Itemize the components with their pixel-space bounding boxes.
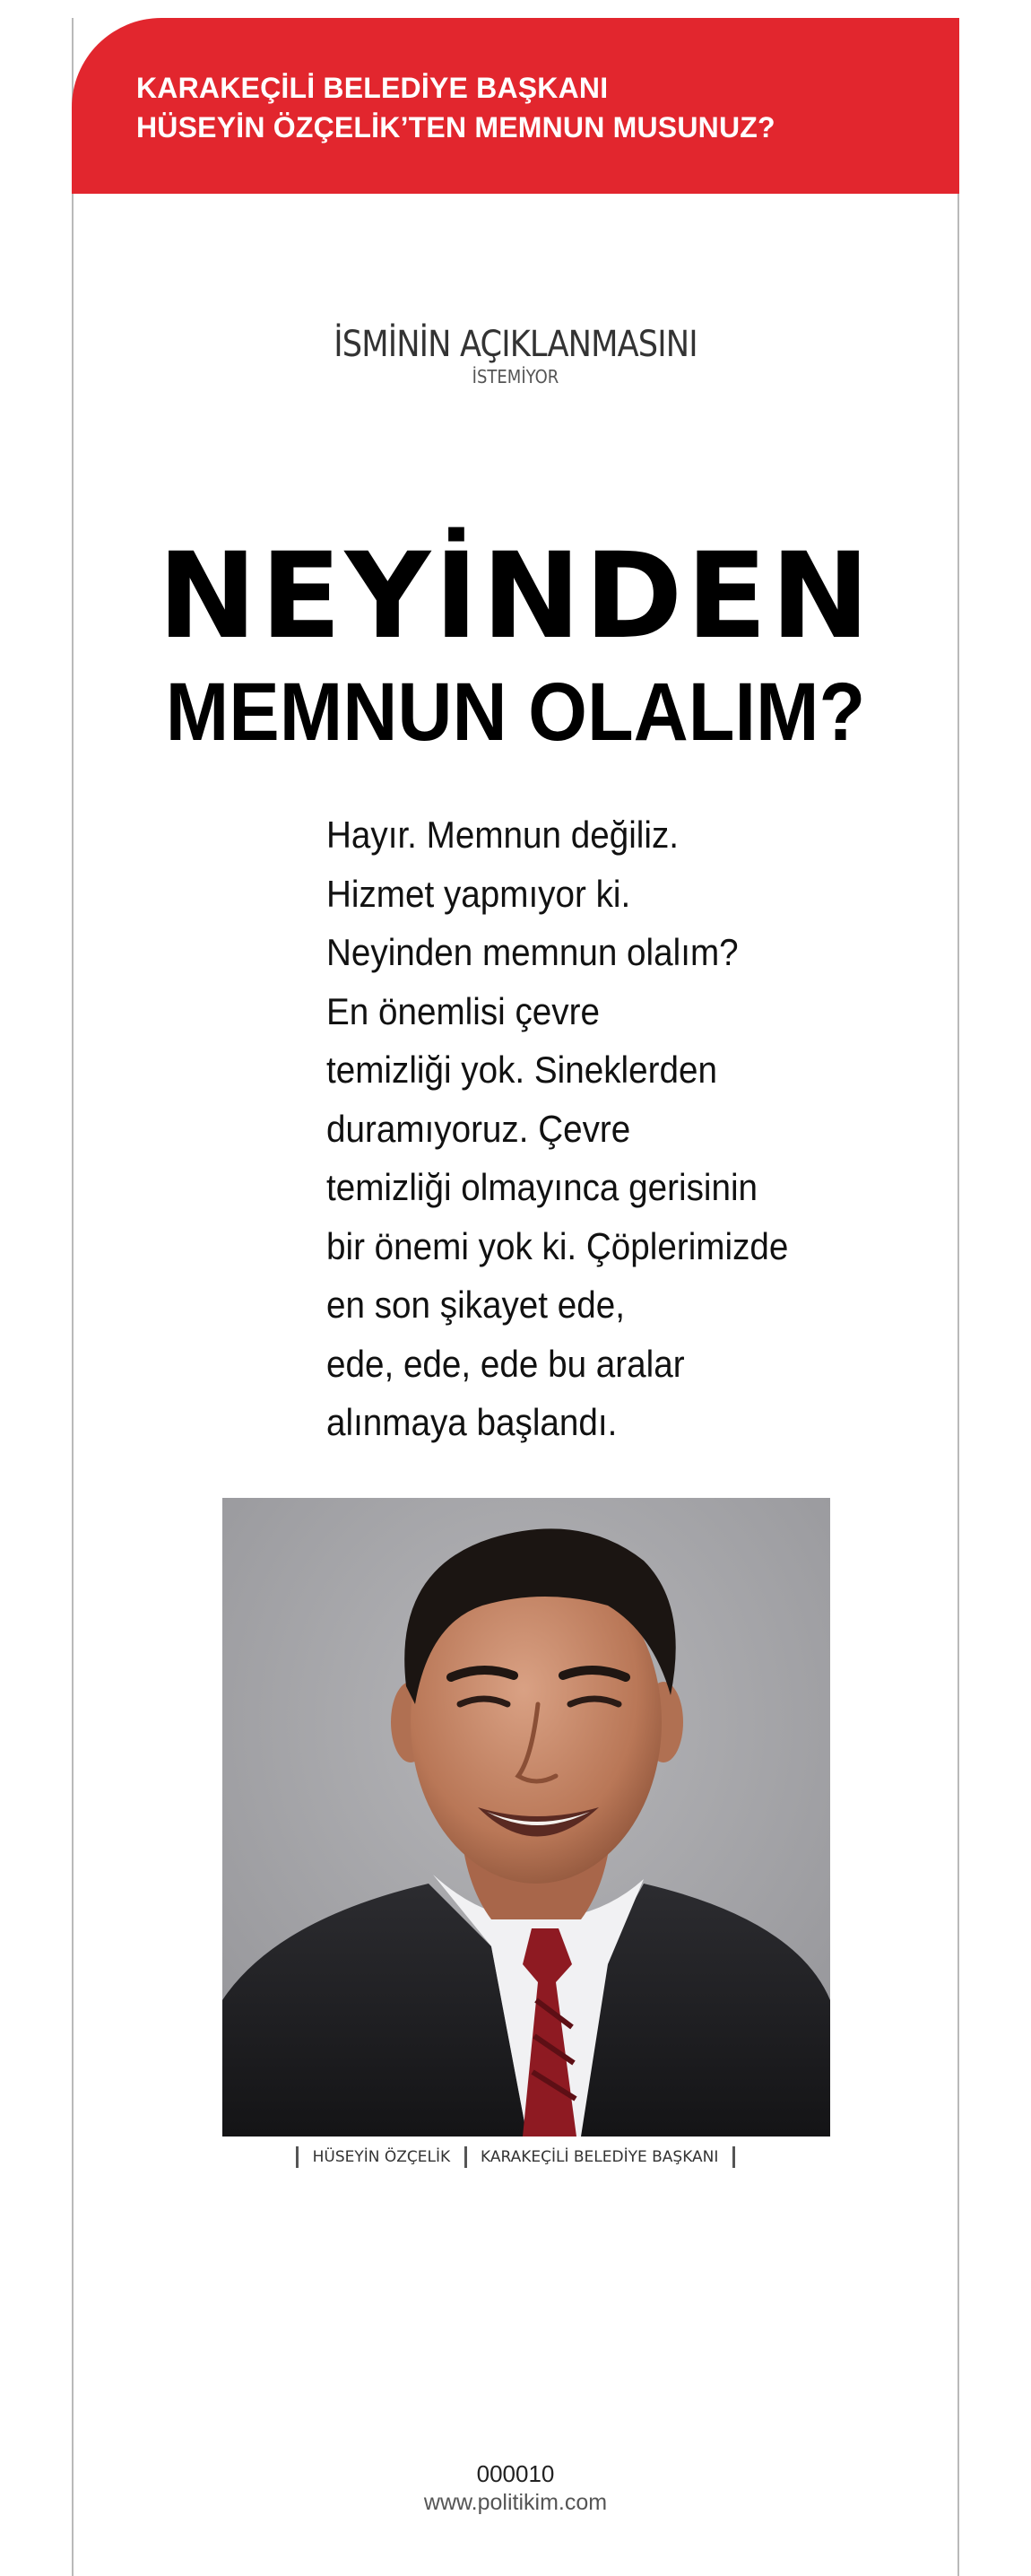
headline: [0, 529, 1031, 759]
footer-url[interactable]: www.politikim.com: [423, 2490, 608, 2515]
photo-caption: [0, 2145, 1031, 2169]
author-block: [0, 323, 1031, 387]
caption-title: KARAKEÇİLİ BELEDİYE BAŞKANI: [480, 2148, 719, 2166]
body-line: Hizmet yapmıyor ki.: [326, 872, 631, 915]
author-subtitle: İSTEMİYOR: [472, 366, 559, 387]
author-name: İSMİNİN AÇIKLANMASINI: [334, 324, 697, 365]
header-banner: [72, 18, 959, 194]
body-line: alınmaya başlandı.: [326, 1401, 618, 1443]
body-line: Neyinden memnun olalım?: [326, 931, 739, 973]
caption-name: HÜSEYİN ÖZÇELİK: [312, 2148, 451, 2166]
footer: [0, 2459, 1031, 2517]
body-line: duramıyoruz. Çevre: [326, 1107, 631, 1150]
caption-divider: [732, 2146, 735, 2168]
portrait-illustration: [222, 1498, 830, 2137]
headline-line-2: MEMNUN OLALIM?: [165, 666, 866, 758]
body-line: temizliği yok. Sineklerden: [326, 1049, 717, 1091]
header-title-line-2: HÜSEYİN ÖZÇELİK’TEN MEMNUN MUSUNUZ?: [136, 111, 775, 144]
body-line: Hayır. Memnun değiliz.: [326, 814, 680, 856]
caption-divider: [464, 2146, 467, 2168]
headline-line-1: NEYİNDEN: [157, 527, 874, 666]
body-line: en son şikayet ede,: [326, 1284, 625, 1326]
footer-code: 000010: [476, 2460, 555, 2487]
header-title-line-1: KARAKEÇİLİ BELEDİYE BAŞKANI: [136, 72, 609, 104]
body-line: ede, ede, ede bu aralar: [326, 1342, 685, 1385]
body-text: [326, 805, 828, 1452]
body-line: bir önemi yok ki. Çöplerimizde: [326, 1224, 789, 1267]
body-line: En önemlisi çevre: [326, 989, 600, 1032]
portrait-photo: [222, 1498, 830, 2137]
caption-divider: [296, 2146, 299, 2168]
body-line: temizliği olmayınca gerisinin: [326, 1166, 758, 1208]
